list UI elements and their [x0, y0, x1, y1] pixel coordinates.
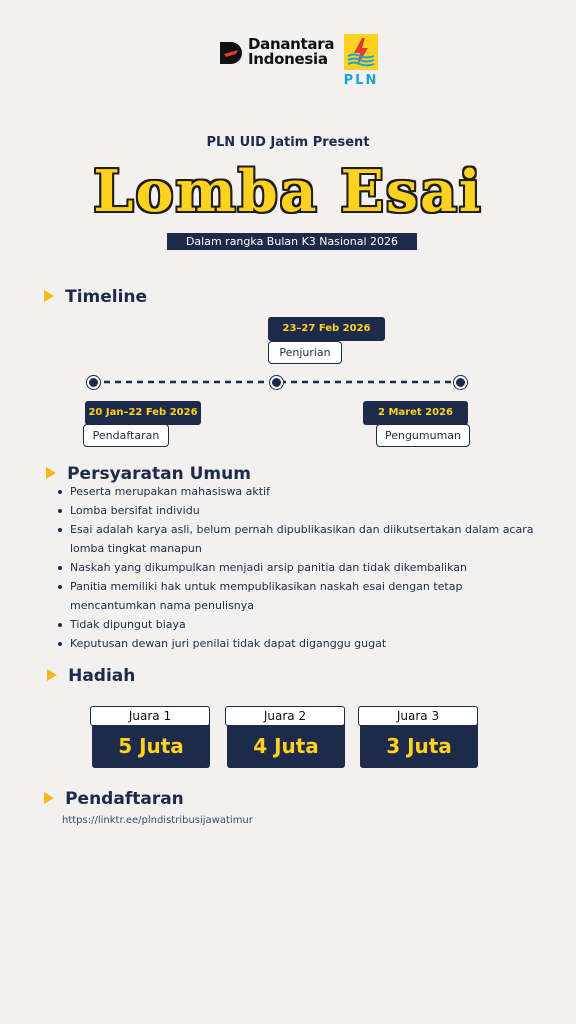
triangle-bullet-icon	[44, 290, 54, 302]
page-title: Lomba Esai	[93, 158, 483, 225]
timeline-dot-3	[454, 376, 467, 389]
timeline-event-3-date: 2 Maret 2026	[363, 401, 468, 425]
danantara-name-line1: Danantara	[248, 35, 335, 53]
timeline-event-1-label: Pendaftaran	[83, 424, 169, 447]
triangle-bullet-icon	[47, 669, 57, 681]
prizes-heading-text: Hadiah	[68, 666, 136, 686]
registration-heading	[44, 789, 184, 809]
pln-wordmark: PLN	[343, 73, 379, 88]
danantara-name-line2: Indonesia	[248, 50, 328, 68]
prize-card-3	[358, 706, 478, 768]
prize-2-label: Juara 2	[225, 706, 345, 726]
requirements-heading	[46, 464, 251, 484]
danantara-logo	[218, 35, 335, 69]
timeline-event-2-date: 23–27 Feb 2026	[268, 317, 385, 341]
page-subtitle: Dalam rangka Bulan K3 Nasional 2026	[167, 233, 417, 250]
requirement-item: Esai adalah karya asli, belum pernah dipublikasikan dan diikutsertakan dalam acara lomba tingkat manapun	[58, 520, 542, 558]
triangle-bullet-icon	[46, 467, 56, 479]
prizes-heading	[47, 666, 135, 686]
prize-1-label: Juara 1	[90, 706, 210, 726]
timeline-event-1-date: 20 Jan–22 Feb 2026	[85, 401, 201, 425]
requirements-heading-text: Persyaratan Umum	[67, 464, 251, 484]
requirement-item: Peserta merupakan mahasiswa aktif	[58, 482, 542, 501]
timeline-heading	[44, 287, 147, 307]
prize-1-value: 5 Juta	[92, 718, 210, 768]
prize-2-value: 4 Juta	[227, 718, 345, 768]
timeline-dot-1	[87, 376, 100, 389]
triangle-bullet-icon	[44, 792, 54, 804]
timeline-dot-2	[270, 376, 283, 389]
prize-3-value: 3 Juta	[360, 718, 478, 768]
requirements-list	[58, 482, 542, 653]
requirement-item: Panitia memiliki hak untuk mempublikasikan naskah esai dengan tetap mencantumkan nama penulisnya	[58, 577, 542, 615]
requirement-item: Tidak dipungut biaya	[58, 615, 542, 634]
prize-card-1	[90, 706, 210, 768]
timeline-heading-text: Timeline	[65, 287, 148, 307]
registration-heading-text: Pendaftaran	[65, 789, 184, 809]
lightning-icon	[344, 34, 378, 70]
present-text: PLN UID Jatim Present	[206, 135, 370, 150]
danantara-mark-icon	[218, 40, 244, 66]
pln-logo	[340, 34, 382, 90]
timeline-event-3-label: Pengumuman	[376, 424, 470, 447]
prize-3-label: Juara 3	[358, 706, 478, 726]
timeline-event-2-label: Penjurian	[268, 341, 342, 364]
requirement-item: Naskah yang dikumpulkan menjadi arsip panitia dan tidak dikembalikan	[58, 558, 542, 577]
requirement-item: Keputusan dewan juri penilai tidak dapat diganggu gugat	[58, 634, 542, 653]
requirement-item: Lomba bersifat individu	[58, 501, 542, 520]
prize-card-2	[225, 706, 345, 768]
registration-link[interactable]: https://linktr.ee/plndistribusijawatimur	[62, 815, 253, 826]
